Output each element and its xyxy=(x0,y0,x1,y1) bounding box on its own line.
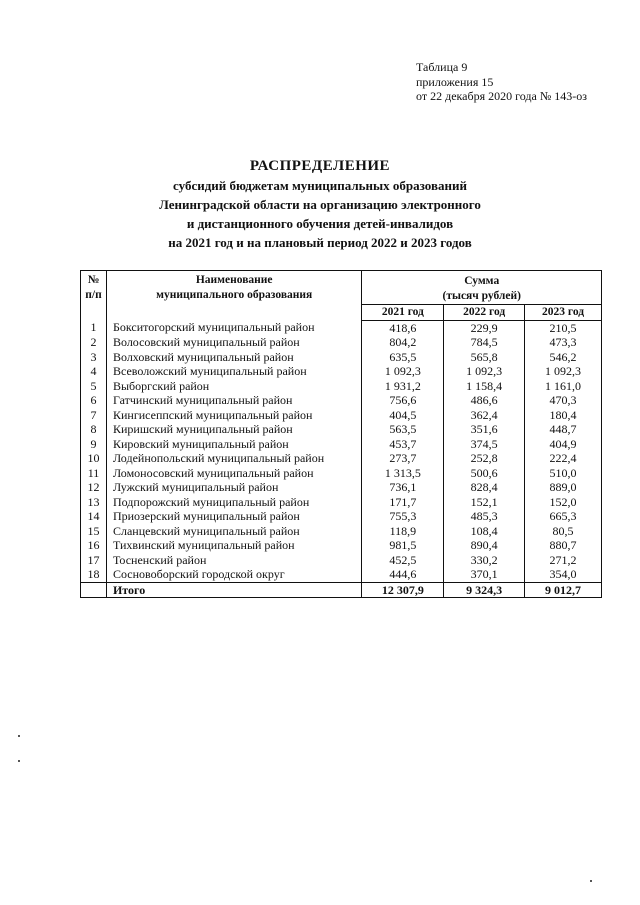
row-number: 9 xyxy=(81,437,107,452)
amount-2023: 222,4 xyxy=(525,451,602,466)
table-row xyxy=(81,524,602,539)
amount-2023: 152,0 xyxy=(525,495,602,510)
amount-2023: 470,3 xyxy=(525,393,602,408)
amount-2023: 1 161,0 xyxy=(525,379,602,394)
total-label: Итого xyxy=(106,582,361,598)
amount-2022: 252,8 xyxy=(444,451,525,466)
header-sum xyxy=(362,271,602,305)
municipality-name: Приозерский муниципальный район xyxy=(106,509,361,524)
amount-2023: 448,7 xyxy=(525,422,602,437)
subsidy-table xyxy=(80,270,602,598)
header-year-2023: 2023 год xyxy=(525,305,602,321)
header-number-line1: № xyxy=(87,274,100,286)
municipality-name: Волховский муниципальный район xyxy=(106,350,361,365)
table-row xyxy=(81,509,602,524)
municipality-name: Всеволожский муниципальный район xyxy=(106,364,361,379)
row-number: 7 xyxy=(81,408,107,423)
amount-2023: 665,3 xyxy=(525,509,602,524)
scan-speck xyxy=(18,735,20,737)
scan-speck xyxy=(18,760,20,762)
municipality-name: Лодейнопольский муниципальный район xyxy=(106,451,361,466)
table-row xyxy=(81,393,602,408)
amount-2021: 404,5 xyxy=(362,408,444,423)
table-row xyxy=(81,379,602,394)
table-body xyxy=(81,320,602,582)
header-number xyxy=(81,271,107,321)
row-number: 5 xyxy=(81,379,107,394)
row-number: 13 xyxy=(81,495,107,510)
table-row xyxy=(81,350,602,365)
amount-2023: 1 092,3 xyxy=(525,364,602,379)
amount-2021: 273,7 xyxy=(362,451,444,466)
amount-2022: 351,6 xyxy=(444,422,525,437)
amount-2022: 1 092,3 xyxy=(444,364,525,379)
row-number: 17 xyxy=(81,553,107,568)
amount-2023: 546,2 xyxy=(525,350,602,365)
amount-2023: 880,7 xyxy=(525,538,602,553)
municipality-name: Тосненский район xyxy=(106,553,361,568)
document-reference xyxy=(416,60,587,104)
table-row xyxy=(81,466,602,481)
row-number: 2 xyxy=(81,335,107,350)
table-number: Таблица 9 xyxy=(416,60,468,74)
title-line-1: субсидий бюджетам муниципальных образований xyxy=(173,178,467,193)
amount-2023: 510,0 xyxy=(525,466,602,481)
municipality-name: Сланцевский муниципальный район xyxy=(106,524,361,539)
municipality-name: Киришский муниципальный район xyxy=(106,422,361,437)
table-row xyxy=(81,451,602,466)
municipality-name: Тихвинский муниципальный район xyxy=(106,538,361,553)
row-number: 12 xyxy=(81,480,107,495)
municipality-name: Сосновоборский городской округ xyxy=(106,567,361,582)
row-number: 14 xyxy=(81,509,107,524)
amount-2022: 890,4 xyxy=(444,538,525,553)
municipality-name: Лужский муниципальный район xyxy=(106,480,361,495)
amount-2021: 418,6 xyxy=(362,320,444,335)
municipality-name: Кингисеппский муниципальный район xyxy=(106,408,361,423)
amount-2022: 108,4 xyxy=(444,524,525,539)
amount-2021: 756,6 xyxy=(362,393,444,408)
amount-2023: 473,3 xyxy=(525,335,602,350)
table-row xyxy=(81,320,602,335)
amount-2021: 171,7 xyxy=(362,495,444,510)
table-row xyxy=(81,480,602,495)
amount-2022: 229,9 xyxy=(444,320,525,335)
amount-2022: 152,1 xyxy=(444,495,525,510)
total-2022: 9 324,3 xyxy=(444,582,525,598)
table-row xyxy=(81,538,602,553)
amount-2022: 500,6 xyxy=(444,466,525,481)
amount-2023: 210,5 xyxy=(525,320,602,335)
amount-2022: 362,4 xyxy=(444,408,525,423)
amount-2021: 1 931,2 xyxy=(362,379,444,394)
amount-2022: 1 158,4 xyxy=(444,379,525,394)
row-number: 15 xyxy=(81,524,107,539)
amount-2021: 635,5 xyxy=(362,350,444,365)
municipality-name: Выборгский район xyxy=(106,379,361,394)
row-number: 10 xyxy=(81,451,107,466)
amount-2021: 1 313,5 xyxy=(362,466,444,481)
amount-2022: 370,1 xyxy=(444,567,525,582)
row-number: 16 xyxy=(81,538,107,553)
amount-2023: 404,9 xyxy=(525,437,602,452)
table-row xyxy=(81,553,602,568)
title-main: РАСПРЕДЕЛЕНИЕ xyxy=(249,158,391,174)
table-row xyxy=(81,408,602,423)
table-row xyxy=(81,495,602,510)
row-number: 8 xyxy=(81,422,107,437)
row-number: 4 xyxy=(81,364,107,379)
total-number-cell xyxy=(81,582,107,598)
header-sum-line2: (тысяч рублей) xyxy=(442,289,521,302)
amount-2021: 736,1 xyxy=(362,480,444,495)
amount-2021: 118,9 xyxy=(362,524,444,539)
amount-2021: 452,5 xyxy=(362,553,444,568)
header-sum-line1: Сумма xyxy=(464,275,500,287)
header-name-line2: муниципального образования xyxy=(156,288,313,301)
row-number: 18 xyxy=(81,567,107,582)
document-title xyxy=(0,158,640,251)
row-number: 6 xyxy=(81,393,107,408)
municipality-name: Кировский муниципальный район xyxy=(106,437,361,452)
table-row xyxy=(81,335,602,350)
total-2021: 12 307,9 xyxy=(362,582,444,598)
municipality-name: Бокситогорский муниципальный район xyxy=(106,320,361,335)
amount-2021: 563,5 xyxy=(362,422,444,437)
header-name-line1: Наименование xyxy=(195,274,273,286)
law-reference: от 22 декабря 2020 года № 143-оз xyxy=(416,89,588,103)
title-line-4: на 2021 год и на плановый период 2022 и 2023 годов xyxy=(168,235,472,250)
table-row xyxy=(81,437,602,452)
amount-2022: 784,5 xyxy=(444,335,525,350)
amount-2021: 755,3 xyxy=(362,509,444,524)
municipality-name: Гатчинский муниципальный район xyxy=(106,393,361,408)
amount-2021: 444,6 xyxy=(362,567,444,582)
amount-2023: 271,2 xyxy=(525,553,602,568)
title-line-2: Ленинградской области на организацию электронного xyxy=(159,197,481,212)
header-number-line2: п/п xyxy=(85,288,102,301)
total-2023: 9 012,7 xyxy=(525,582,602,598)
amount-2021: 804,2 xyxy=(362,335,444,350)
table-row xyxy=(81,364,602,379)
municipality-name: Подпорожский муниципальный район xyxy=(106,495,361,510)
table-row xyxy=(81,422,602,437)
header-year-2021: 2021 год xyxy=(362,305,444,321)
appendix-number: приложения 15 xyxy=(416,74,494,89)
title-line-3: и дистанционного обучения детей-инвалидов xyxy=(186,216,454,231)
row-number: 3 xyxy=(81,350,107,365)
row-number: 1 xyxy=(81,320,107,335)
amount-2023: 80,5 xyxy=(525,524,602,539)
amount-2022: 486,6 xyxy=(444,393,525,408)
amount-2022: 828,4 xyxy=(444,480,525,495)
scan-speck xyxy=(590,880,592,882)
municipality-name: Ломоносовский муниципальный район xyxy=(106,466,361,481)
amount-2022: 330,2 xyxy=(444,553,525,568)
table-row xyxy=(81,567,602,582)
municipality-name: Волосовский муниципальный район xyxy=(106,335,361,350)
amount-2022: 565,8 xyxy=(444,350,525,365)
row-number: 11 xyxy=(81,466,107,481)
amount-2023: 180,4 xyxy=(525,408,602,423)
header-name xyxy=(106,271,361,321)
amount-2021: 981,5 xyxy=(362,538,444,553)
amount-2022: 374,5 xyxy=(444,437,525,452)
amount-2023: 354,0 xyxy=(525,567,602,582)
amount-2022: 485,3 xyxy=(444,509,525,524)
amount-2021: 453,7 xyxy=(362,437,444,452)
amount-2023: 889,0 xyxy=(525,480,602,495)
amount-2021: 1 092,3 xyxy=(362,364,444,379)
header-year-2022: 2022 год xyxy=(444,305,525,321)
total-row xyxy=(81,582,602,598)
